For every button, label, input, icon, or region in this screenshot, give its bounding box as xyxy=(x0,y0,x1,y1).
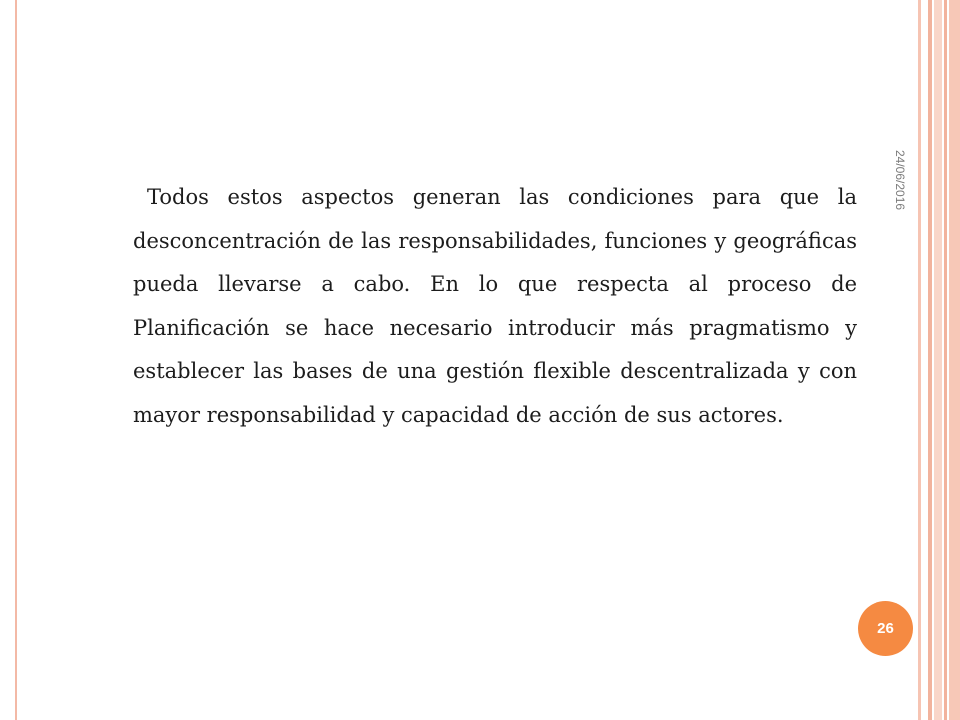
right-border-band xyxy=(944,0,947,720)
right-border-band xyxy=(934,0,942,720)
left-border-line xyxy=(15,0,17,720)
right-border-band xyxy=(928,0,932,720)
page-number-badge xyxy=(858,601,913,656)
body-paragraph: Todos estos aspectos generan las condiciones para que la desconcentración de las responsabilidades, funciones y geográficas pueda llevarse a cabo. En lo que respecta al proceso de Planificación se hace necesario introducir más pragmatismo y establecer las bases de una gestión flexible descentralizada y con mayor responsabilidad y capacidad de acción de sus actores. xyxy=(133,185,857,427)
right-border-line xyxy=(918,0,921,720)
slide-date: 24/06/2016 xyxy=(893,150,907,211)
page-number: 26 xyxy=(877,620,894,637)
right-border-band xyxy=(949,0,960,720)
